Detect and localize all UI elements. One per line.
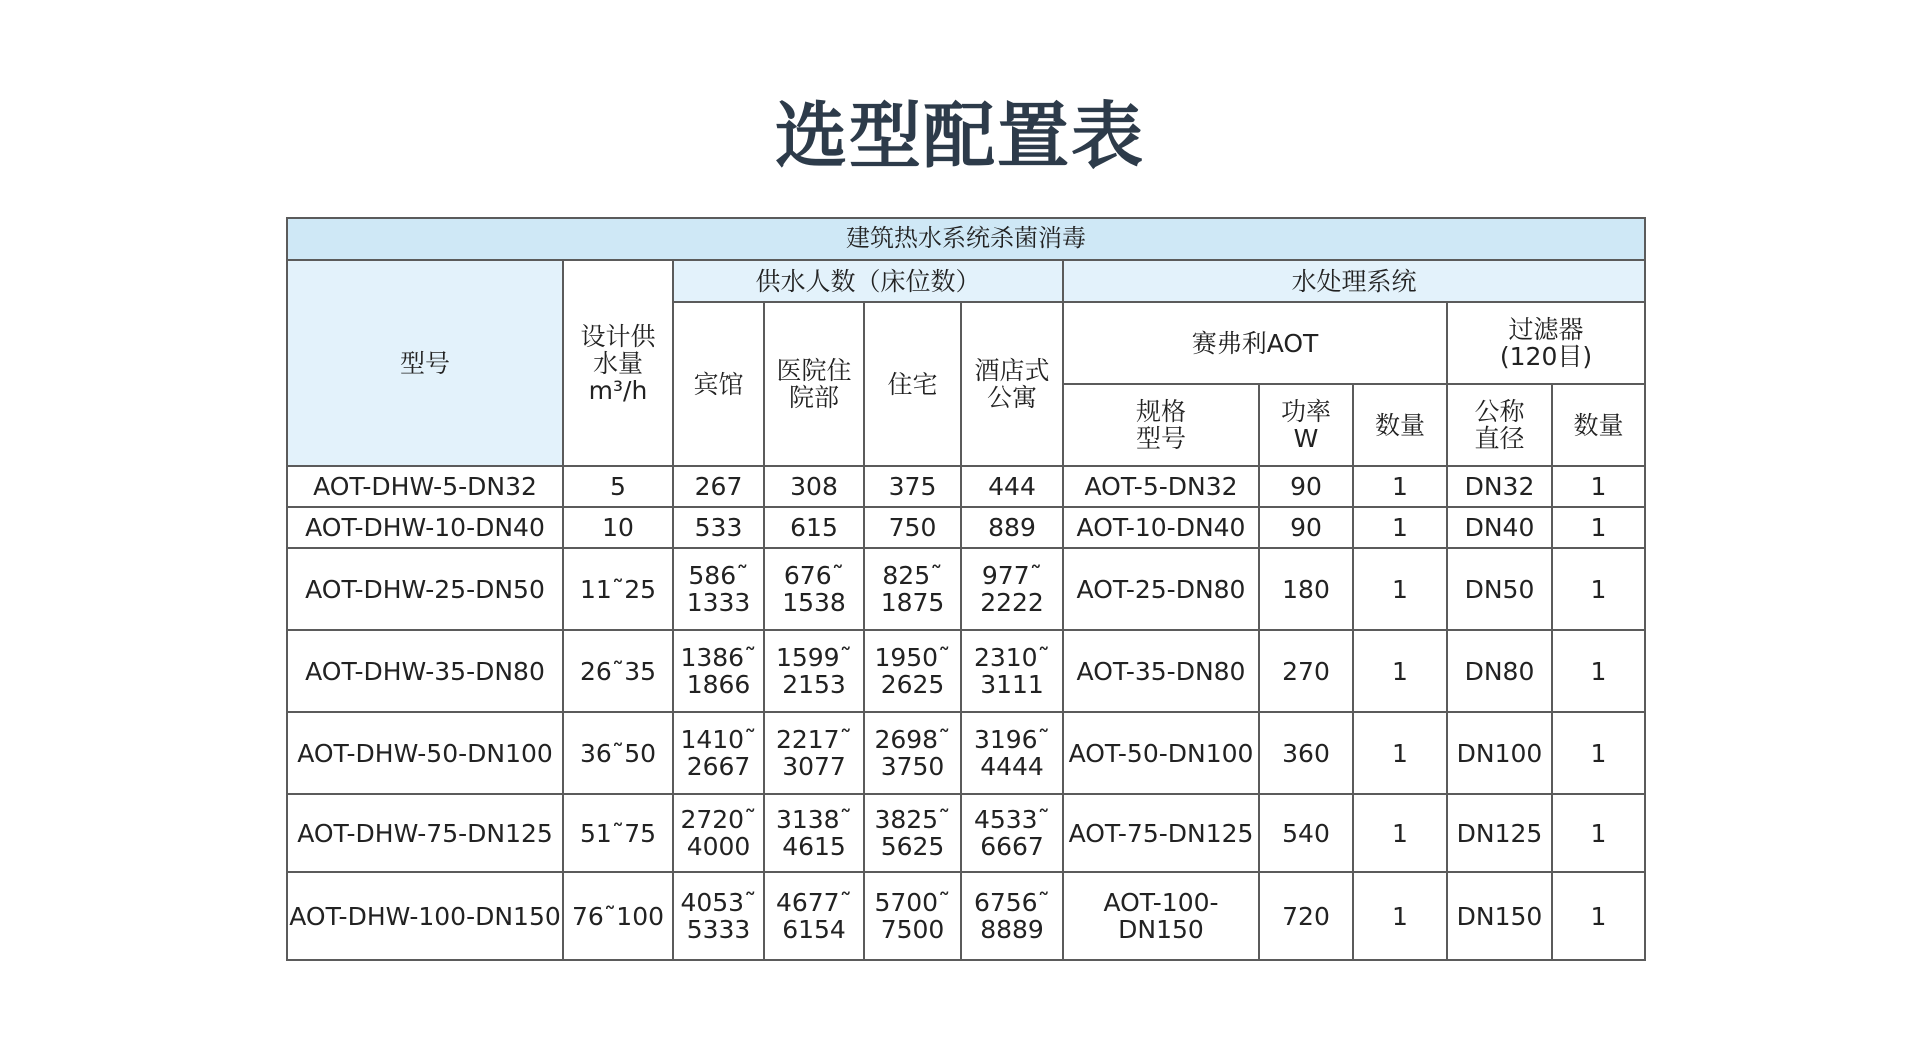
- cell-hotel-a: 2720˜: [680, 805, 757, 834]
- cell-apartment: [961, 630, 1063, 712]
- cell-hotel: [673, 872, 764, 960]
- cell-aot: AOT-100-DN150: [1063, 872, 1259, 960]
- cell-dn: DN150: [1447, 872, 1552, 960]
- table-row: [287, 630, 1645, 712]
- cell-hotel-a: 533: [694, 513, 743, 542]
- cell-apartment-a: 6756˜: [973, 888, 1051, 917]
- cell-fqty: 1: [1552, 794, 1645, 872]
- cell-aot: AOT-10-DN40: [1063, 507, 1259, 548]
- page-title: 选型配置表: [774, 94, 1145, 178]
- header-flow-line3: m³/h: [588, 375, 648, 405]
- cell-hospital: [764, 712, 864, 794]
- cell-qty: 1: [1353, 630, 1447, 712]
- cell-dn: DN80: [1447, 630, 1552, 712]
- cell-hospital-a: 1599˜: [775, 643, 853, 672]
- cell-apartment: [961, 712, 1063, 794]
- cell-residence-a: 1950˜: [874, 643, 951, 672]
- header-apartment-line2: 公寓: [986, 383, 1037, 412]
- cell-residence-b: 1875: [880, 588, 945, 617]
- cell-residence-a: 750: [888, 513, 937, 542]
- cell-hospital: [764, 630, 864, 712]
- cell-residence-b: 7500: [880, 915, 945, 944]
- cell-hotel-a: 267: [694, 472, 743, 501]
- cell-residence-a: 825˜: [882, 561, 943, 590]
- table-row: [287, 794, 1645, 872]
- cell-aot: AOT-35-DN80: [1063, 630, 1259, 712]
- cell-hospital-b: 4615: [782, 832, 846, 861]
- cell-hotel-b: 4000: [686, 832, 751, 861]
- cell-hospital: [764, 548, 864, 630]
- cell-hospital-a: 3138˜: [775, 805, 853, 834]
- cell-hospital-a: 676˜: [783, 561, 845, 590]
- header-filter-line2: (120目): [1499, 342, 1593, 371]
- cell-apartment-a: 444: [988, 472, 1036, 501]
- header-qty-aot: 数量: [1353, 384, 1447, 466]
- cell-hospital-a: 2217˜: [775, 725, 853, 754]
- cell-apartment-a: 4533˜: [973, 805, 1051, 834]
- table-row: [287, 712, 1645, 794]
- cell-apartment-b: 2222: [980, 588, 1044, 617]
- header-filter-group: [1447, 302, 1645, 384]
- cell-qty: 1: [1353, 466, 1447, 507]
- cell-hospital-a: 615: [790, 513, 838, 542]
- cell-hotel-a: 586˜: [688, 561, 749, 590]
- cell-model: AOT-DHW-5-DN32: [287, 466, 563, 507]
- cell-aot: AOT-5-DN32: [1063, 466, 1259, 507]
- cell-hotel-b: 5333: [686, 915, 751, 944]
- table-row: [287, 872, 1645, 960]
- cell-hotel: [673, 466, 764, 507]
- cell-apartment-b: 3111: [980, 670, 1044, 699]
- cell-fqty: 1: [1552, 630, 1645, 712]
- cell-qty: 1: [1353, 507, 1447, 548]
- cell-power: 180: [1259, 548, 1353, 630]
- header-residence: 住宅: [864, 302, 961, 466]
- cell-power: 360: [1259, 712, 1353, 794]
- cell-apartment: [961, 548, 1063, 630]
- header-flow: [563, 260, 673, 466]
- cell-hospital-a: 308: [790, 472, 838, 501]
- cell-hospital: [764, 507, 864, 548]
- cell-hotel-a: 4053˜: [680, 888, 757, 917]
- cell-apartment-b: 4444: [980, 752, 1044, 781]
- table-row: [287, 548, 1645, 630]
- cell-power: 720: [1259, 872, 1353, 960]
- cell-hotel-b: 1866: [686, 670, 751, 699]
- cell-flow: 36˜50: [563, 712, 673, 794]
- cell-residence-b: 5625: [880, 832, 945, 861]
- header-spec-line1: 规格: [1135, 397, 1186, 426]
- cell-fqty: 1: [1552, 712, 1645, 794]
- cell-residence: [864, 466, 961, 507]
- header-flow-line1: 设计供: [580, 321, 656, 351]
- cell-model: AOT-DHW-25-DN50: [287, 548, 563, 630]
- cell-residence-a: 3825˜: [874, 805, 951, 834]
- header-apartment: [961, 302, 1063, 466]
- cell-residence: [864, 872, 961, 960]
- cell-dn: DN125: [1447, 794, 1552, 872]
- cell-model: AOT-DHW-10-DN40: [287, 507, 563, 548]
- cell-apartment-a: 889: [988, 513, 1036, 542]
- cell-power: 90: [1259, 507, 1353, 548]
- cell-residence: [864, 630, 961, 712]
- header-spec: [1063, 384, 1259, 466]
- header-hospital: [764, 302, 864, 466]
- cell-hospital-a: 4677˜: [775, 888, 853, 917]
- header-model: 型号: [287, 260, 563, 466]
- cell-residence-a: 375: [888, 472, 937, 501]
- cell-apartment: [961, 466, 1063, 507]
- header-apartment-line1: 酒店式: [974, 356, 1050, 385]
- cell-flow: 76˜100: [563, 872, 673, 960]
- cell-flow: 26˜35: [563, 630, 673, 712]
- cell-fqty: 1: [1552, 507, 1645, 548]
- header-dn-line1: 公称: [1474, 397, 1525, 426]
- table-row: [287, 466, 1645, 507]
- table-caption: 建筑热水系统杀菌消毒: [287, 218, 1645, 260]
- cell-hotel: [673, 794, 764, 872]
- cell-hotel: [673, 712, 764, 794]
- cell-apartment: [961, 872, 1063, 960]
- cell-flow: 11˜25: [563, 548, 673, 630]
- cell-model: AOT-DHW-50-DN100: [287, 712, 563, 794]
- cell-dn: DN50: [1447, 548, 1552, 630]
- cell-residence: [864, 794, 961, 872]
- cell-apartment-b: 8889: [980, 915, 1044, 944]
- cell-flow: 10: [563, 507, 673, 548]
- selection-table: [286, 217, 1646, 961]
- header-aot-group: 赛弗利AOT: [1063, 302, 1447, 384]
- cell-hospital: [764, 794, 864, 872]
- header-people-group: 供水人数（床位数）: [673, 260, 1063, 302]
- cell-hotel-b: 2667: [686, 752, 751, 781]
- header-power-line2: W: [1293, 424, 1319, 453]
- cell-power: 90: [1259, 466, 1353, 507]
- cell-flow: 51˜75: [563, 794, 673, 872]
- header-dn-line2: 直径: [1474, 424, 1525, 453]
- cell-hotel: [673, 507, 764, 548]
- cell-model: AOT-DHW-100-DN150: [287, 872, 563, 960]
- cell-residence: [864, 507, 961, 548]
- header-hospital-line1: 医院住: [776, 356, 852, 385]
- cell-qty: 1: [1353, 794, 1447, 872]
- cell-hospital: [764, 466, 864, 507]
- cell-hospital-b: 2153: [782, 670, 846, 699]
- cell-qty: 1: [1353, 548, 1447, 630]
- cell-dn: DN100: [1447, 712, 1552, 794]
- cell-residence-b: 2625: [880, 670, 945, 699]
- cell-hospital-b: 1538: [782, 588, 846, 617]
- header-flow-line2: 水量: [592, 348, 643, 378]
- cell-residence: [864, 548, 961, 630]
- cell-hotel: [673, 630, 764, 712]
- cell-apartment-a: 3196˜: [973, 725, 1051, 754]
- cell-flow: 5: [563, 466, 673, 507]
- cell-apartment-a: 977˜: [981, 561, 1043, 590]
- cell-fqty: 1: [1552, 872, 1645, 960]
- cell-hospital: [764, 872, 864, 960]
- cell-power: 270: [1259, 630, 1353, 712]
- cell-residence-a: 2698˜: [874, 725, 951, 754]
- cell-hotel-a: 1386˜: [680, 643, 757, 672]
- cell-apartment-b: 6667: [980, 832, 1044, 861]
- cell-hospital-b: 3077: [782, 752, 846, 781]
- cell-hotel-a: 1410˜: [680, 725, 757, 754]
- cell-residence: [864, 712, 961, 794]
- cell-fqty: 1: [1552, 548, 1645, 630]
- cell-residence-b: 3750: [880, 752, 945, 781]
- header-power: [1259, 384, 1353, 466]
- cell-hotel: [673, 548, 764, 630]
- cell-qty: 1: [1353, 872, 1447, 960]
- header-qty-filter: 数量: [1552, 384, 1645, 466]
- cell-power: 540: [1259, 794, 1353, 872]
- cell-aot: AOT-50-DN100: [1063, 712, 1259, 794]
- cell-hotel-b: 1333: [686, 588, 751, 617]
- header-hospital-line2: 院部: [788, 383, 839, 412]
- cell-model: AOT-DHW-35-DN80: [287, 630, 563, 712]
- cell-dn: DN32: [1447, 466, 1552, 507]
- cell-aot: AOT-25-DN80: [1063, 548, 1259, 630]
- header-filter-line1: 过滤器: [1508, 315, 1584, 344]
- cell-qty: 1: [1353, 712, 1447, 794]
- table-row: [287, 507, 1645, 548]
- header-water-group: 水处理系统: [1063, 260, 1645, 302]
- cell-apartment: [961, 794, 1063, 872]
- cell-hospital-b: 6154: [782, 915, 846, 944]
- header-dn: [1447, 384, 1552, 466]
- cell-apartment-a: 2310˜: [973, 643, 1051, 672]
- header-hotel: 宾馆: [673, 302, 764, 466]
- header-spec-line2: 型号: [1135, 424, 1186, 453]
- cell-dn: DN40: [1447, 507, 1552, 548]
- header-power-line1: 功率: [1280, 397, 1331, 426]
- cell-aot: AOT-75-DN125: [1063, 794, 1259, 872]
- cell-residence-a: 5700˜: [874, 888, 951, 917]
- cell-model: AOT-DHW-75-DN125: [287, 794, 563, 872]
- cell-apartment: [961, 507, 1063, 548]
- cell-fqty: 1: [1552, 466, 1645, 507]
